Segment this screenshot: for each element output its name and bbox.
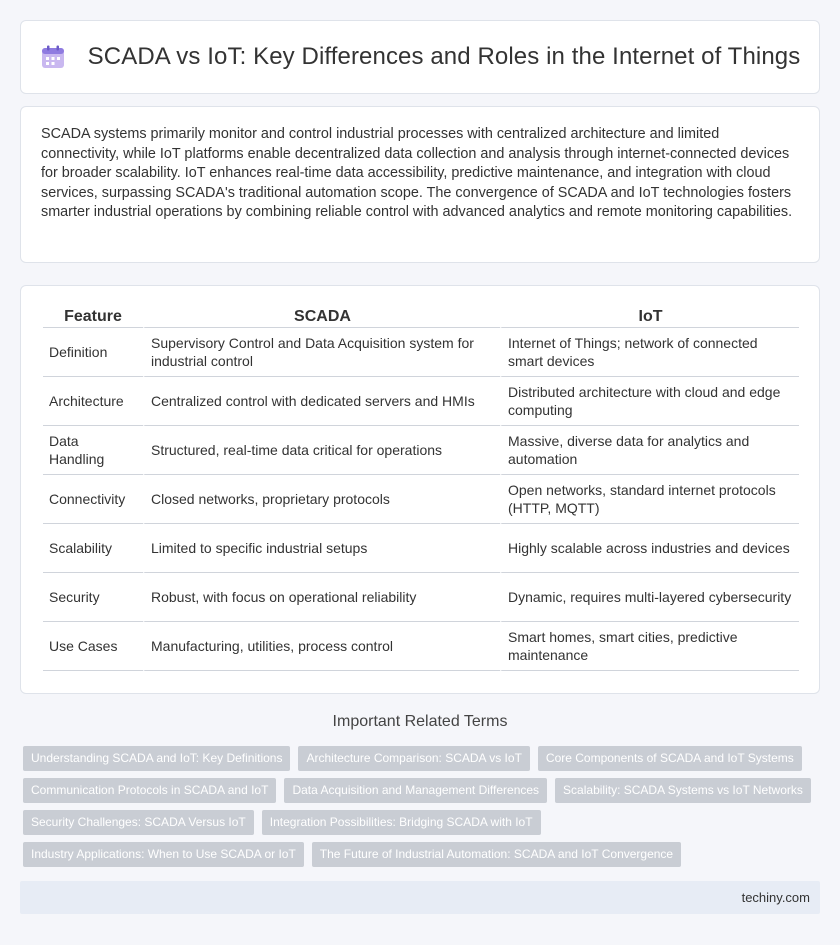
footer-bar [20,881,820,914]
related-term-link[interactable]: Data Acquisition and Management Differences [284,778,547,803]
intro-paragraph: SCADA systems primarily monitor and control industrial processes with centralized architecture and limited connectivity, while IoT platforms enable decentralized data collection and analysis through internet-connected devices for broader scalability. IoT enhances real-time data accessibility, predictive maintenance, and integration with cloud services, surpassing SCADA's traditional automation scope. The convergence of SCADA and IoT technologies fosters smarter industrial operations by combining reliable control with advanced analytics and remote monitoring capabilities. [41,126,793,220]
iot-cell: Distributed architecture with cloud and edge computing [500,377,799,426]
related-term-link[interactable]: Scalability: SCADA Systems vs IoT Networks [555,778,811,803]
related-term-link[interactable]: Security Challenges: SCADA Versus IoT [23,810,254,835]
feature-cell: Architecture [43,377,143,426]
feature-cell: Scalability [43,524,143,573]
related-term-link[interactable]: Understanding SCADA and IoT: Key Definitions [23,746,290,771]
header-iot: IoT [500,304,799,328]
feature-cell: Use Cases [43,622,143,671]
related-term-link[interactable]: Communication Protocols in SCADA and IoT [23,778,276,803]
site-link[interactable]: techiny.com [741,890,810,905]
related-terms-list [23,746,823,874]
feature-cell: Data Handling [43,426,143,475]
table-row [43,426,799,475]
table-row [43,377,799,426]
related-term-link[interactable]: The Future of Industrial Automation: SCADA and IoT Convergence [312,842,681,867]
scada-cell: Structured, real-time data critical for operations [143,426,500,475]
table-row [43,328,799,377]
feature-cell: Definition [43,328,143,377]
header-scada: SCADA [143,304,500,328]
intro-card [20,106,820,263]
related-term-link[interactable]: Core Components of SCADA and IoT Systems [538,746,802,771]
iot-cell: Open networks, standard internet protocols (HTTP, MQTT) [500,475,799,524]
page-title: SCADA vs IoT: Key Differences and Roles in the Internet of Things [87,43,801,70]
iot-cell: Internet of Things; network of connected smart devices [500,328,799,377]
table-row [43,573,799,622]
related-term-link[interactable]: Industry Applications: When to Use SCADA or IoT [23,842,304,867]
related-term-link[interactable]: Architecture Comparison: SCADA vs IoT [298,746,529,771]
scada-cell: Manufacturing, utilities, process control [143,622,500,671]
table-row [43,524,799,573]
table-row [43,475,799,524]
feature-cell: Security [43,573,143,622]
table-row [43,622,799,671]
scada-cell: Centralized control with dedicated servers and HMIs [143,377,500,426]
header-feature: Feature [43,304,143,328]
related-term-link[interactable]: Integration Possibilities: Bridging SCADA with IoT [262,810,541,835]
comparison-card [20,285,820,694]
iot-cell: Massive, diverse data for analytics and automation [500,426,799,475]
scada-cell: Robust, with focus on operational reliability [143,573,500,622]
scada-cell: Limited to specific industrial setups [143,524,500,573]
title-card [20,20,820,94]
iot-cell: Smart homes, smart cities, predictive maintenance [500,622,799,671]
scada-cell: Supervisory Control and Data Acquisition system for industrial control [143,328,500,377]
iot-cell: Dynamic, requires multi-layered cybersecurity [500,573,799,622]
comparison-table [43,304,799,671]
table-header-row [43,304,799,328]
iot-cell: Highly scalable across industries and devices [500,524,799,573]
feature-cell: Connectivity [43,475,143,524]
calendar-icon [40,44,66,70]
related-terms-heading: Important Related Terms [332,713,508,730]
scada-cell: Closed networks, proprietary protocols [143,475,500,524]
